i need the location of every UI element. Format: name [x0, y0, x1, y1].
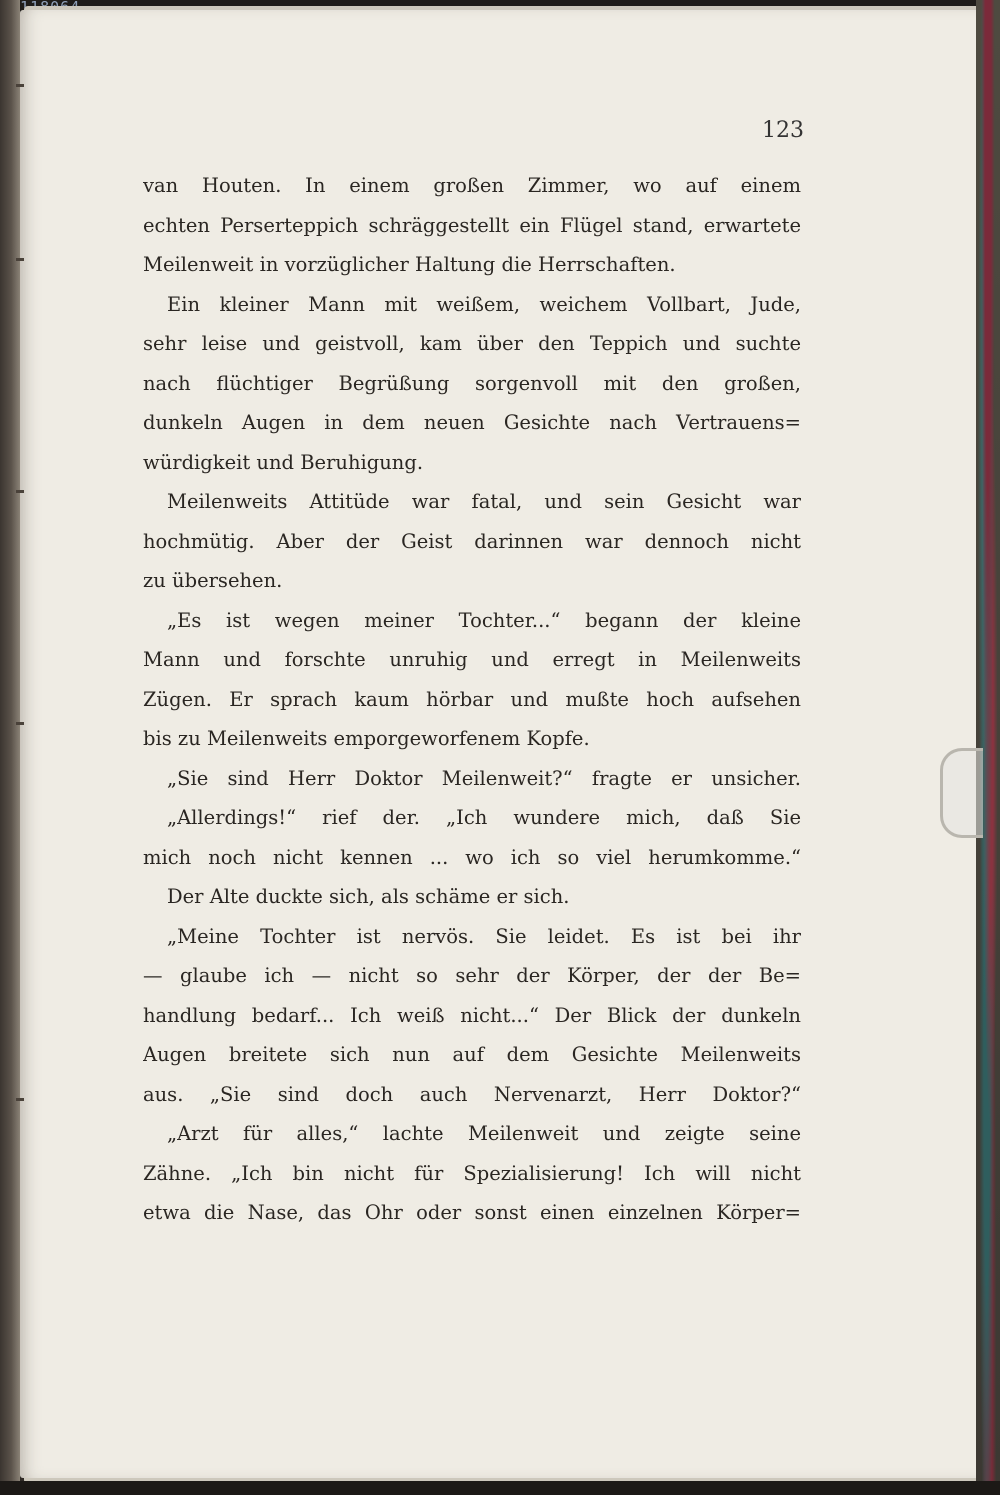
text-line: nach flüchtiger Begrüßung sorgenvoll mit den großen,: [143, 371, 801, 395]
text-line: bis zu Meilenweits emporgeworfenem Kopfe.: [143, 727, 590, 750]
text-line: zu übersehen.: [143, 569, 283, 592]
text-line: aus. „Sie sind doch auch Nervenarzt, Herr Doktor?“: [143, 1082, 801, 1106]
text-line: „Meine Tochter ist nervös. Sie leidet. Es ist bei ihr: [167, 924, 801, 948]
text-line: Augen breitete sich nun auf dem Gesichte Meilenweits: [143, 1043, 801, 1066]
text-line: würdigkeit und Beruhigung.: [143, 450, 424, 474]
text-line: Der Alte duckte sich, als schäme er sich.: [167, 885, 570, 908]
binding-mark: [16, 84, 24, 87]
text-line: handlung bedarf... Ich weiß nicht...“ Der Blick der dunkeln: [143, 1003, 801, 1027]
text-line: van Houten. In einem großen Zimmer, wo auf einem: [143, 174, 801, 197]
text-line: „Es ist wegen meiner Tochter...“ begann der kleine: [167, 608, 801, 632]
text-line: „Arzt für alles,“ lachte Meilenweit und zeigte seine: [167, 1122, 801, 1145]
text-line: Meilenweits Attitüde war fatal, und sein Gesicht war: [167, 490, 801, 513]
text-line: — glaube ich — nicht so sehr der Körper, der der Be=: [143, 964, 801, 987]
text-line: Zügen. Er sprach kaum hörbar und mußte hoch aufsehen: [143, 687, 801, 711]
text-line: „Allerdings!“ rief der. „Ich wundere mich, daß Sie: [167, 806, 801, 829]
text-line: Zähne. „Ich bin nicht für Spezialisierung! Ich will nicht: [143, 1161, 801, 1185]
binding-mark: [16, 258, 24, 261]
text-line: Meilenweit in vorzüglicher Haltung die Herrschaften.: [143, 253, 676, 276]
binding-mark: [16, 722, 24, 725]
text-line: Ein kleiner Mann mit weißem, weichem Vollbart, Jude,: [167, 292, 801, 316]
text-line: etwa die Nase, das Ohr oder sonst einen einzelnen Körper=: [143, 1201, 801, 1224]
text-line: mich noch nicht kennen ... wo ich so viel herumkomme.“: [143, 845, 801, 869]
body-text: [143, 166, 801, 1233]
bookmark-tab: [940, 748, 983, 838]
text-line: Mann und forschte unruhig und erregt in Meilenweits: [143, 648, 801, 671]
binding-mark: [16, 1098, 24, 1101]
text-line: „Sie sind Herr Doktor Meilenweit?“ fragte er unsicher.: [167, 766, 801, 790]
text-line: hochmütig. Aber der Geist darinnen war dennoch nicht: [143, 529, 801, 553]
text-line: dunkeln Augen in dem neuen Gesichte nach Vertrauens=: [143, 411, 801, 434]
page-number: 123: [762, 118, 804, 143]
book-spine: [0, 0, 20, 1495]
binding-mark: [16, 490, 24, 493]
text-line: sehr leise und geistvoll, kam über den Teppich und suchte: [143, 332, 801, 355]
text-line: echten Perserteppich schräggestellt ein Flügel stand, erwartete: [143, 213, 801, 237]
scan-bottom-border: [0, 1481, 1000, 1495]
